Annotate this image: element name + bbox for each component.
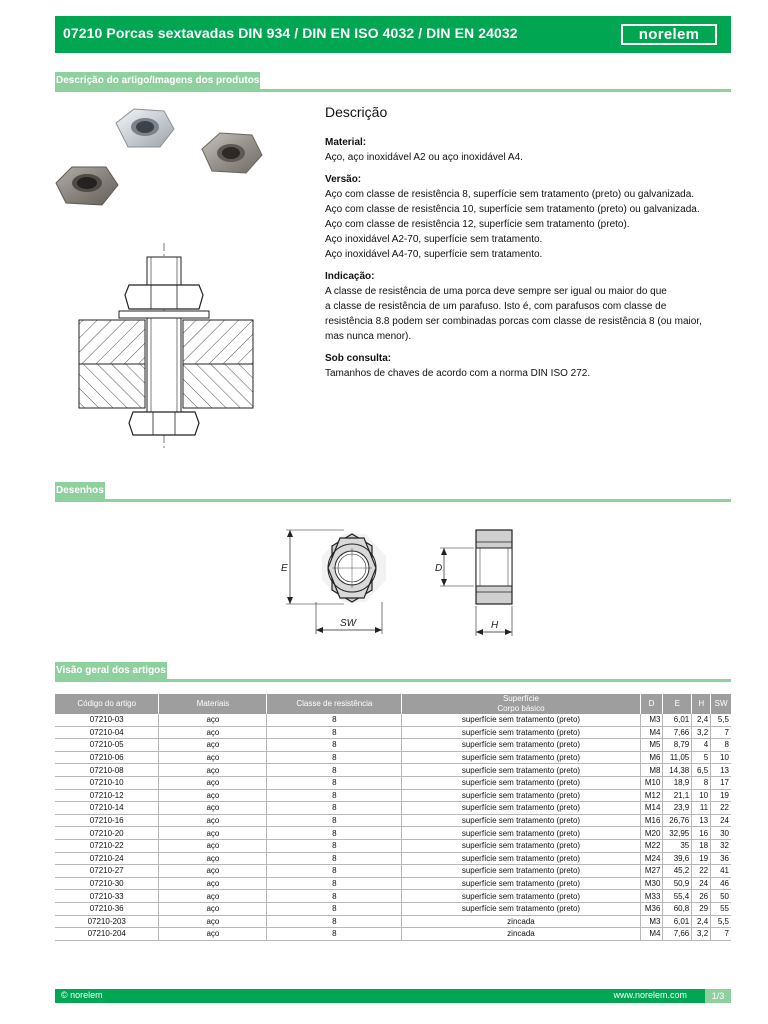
cell-code: 07210-22	[55, 839, 159, 852]
section-header-drawings	[55, 481, 731, 503]
version-block	[325, 172, 735, 262]
cell-material: aço	[159, 776, 267, 789]
cell-code: 07210-27	[55, 865, 159, 878]
col-code: Código do artigo	[55, 694, 159, 714]
cell-surface: superfície sem tratamento (preto)	[402, 714, 640, 726]
table-row	[55, 877, 731, 890]
cell-class: 8	[267, 789, 402, 802]
cell-h: 11	[692, 802, 711, 815]
table-row	[55, 764, 731, 777]
cell-code: 07210-204	[55, 928, 159, 941]
product-photo	[54, 103, 276, 223]
d-label: D	[435, 563, 443, 574]
table-row	[55, 776, 731, 789]
table-row	[55, 827, 731, 840]
table-row	[55, 865, 731, 878]
cell-e: 6,01	[663, 915, 692, 928]
cell-class: 8	[267, 764, 402, 777]
material-block	[325, 135, 735, 165]
cell-class: 8	[267, 890, 402, 903]
cell-d: M4	[640, 726, 663, 739]
cell-code: 07210-33	[55, 890, 159, 903]
cell-code: 07210-14	[55, 802, 159, 815]
cell-d: M16	[640, 814, 663, 827]
cell-sw: 32	[711, 839, 731, 852]
cell-d: M27	[640, 865, 663, 878]
version-line: Aço inoxidável A2-70, superfície sem tratamento.	[325, 234, 543, 245]
cell-e: 50,9	[663, 877, 692, 890]
cell-surface: superfície sem tratamento (preto)	[402, 802, 640, 815]
assembly-drawing	[75, 243, 260, 448]
cell-d: M14	[640, 802, 663, 815]
table-row	[55, 751, 731, 764]
cell-h: 4	[692, 739, 711, 752]
section-header-overview	[55, 661, 731, 683]
cell-e: 35	[663, 839, 692, 852]
cell-e: 55,4	[663, 890, 692, 903]
cell-d: M12	[640, 789, 663, 802]
indication-line: resistência 8.8 podem ser combinadas porcas com classe de resistência 8 (ou maior,	[325, 316, 702, 327]
cell-code: 07210-08	[55, 764, 159, 777]
footer	[55, 989, 731, 1003]
cell-code: 07210-05	[55, 739, 159, 752]
cell-e: 32,95	[663, 827, 692, 840]
cell-class: 8	[267, 915, 402, 928]
table-row	[55, 915, 731, 928]
table-row	[55, 814, 731, 827]
cell-sw: 5,5	[711, 714, 731, 726]
version-line: Aço com classe de resistência 10, superfície sem tratamento (preto) ou galvanizada.	[325, 204, 700, 215]
cell-sw: 41	[711, 865, 731, 878]
cell-material: aço	[159, 865, 267, 878]
cell-d: M4	[640, 928, 663, 941]
cell-material: aço	[159, 764, 267, 777]
cell-sw: 50	[711, 890, 731, 903]
cell-code: 07210-36	[55, 902, 159, 915]
h-label: H	[491, 620, 499, 631]
table-row	[55, 890, 731, 903]
logo-text: norelem	[638, 26, 700, 43]
cell-h: 3,2	[692, 726, 711, 739]
version-line: Aço inoxidável A4-70, superfície sem tratamento.	[325, 249, 543, 260]
cell-e: 7,66	[663, 928, 692, 941]
material-text: Aço, aço inoxidável A2 ou aço inoxidável A4.	[325, 152, 523, 163]
section-label: Visão geral dos artigos	[55, 662, 167, 679]
cell-class: 8	[267, 902, 402, 915]
col-sw: SW	[711, 694, 731, 714]
cell-surface: superfície sem tratamento (preto)	[402, 751, 640, 764]
cell-e: 8,79	[663, 739, 692, 752]
nut-front-view	[281, 530, 386, 634]
cell-e: 14,38	[663, 764, 692, 777]
cell-sw: 8	[711, 739, 731, 752]
cell-surface: superfície sem tratamento (preto)	[402, 902, 640, 915]
indication-label: Indicação:	[325, 271, 375, 282]
cell-e: 21,1	[663, 789, 692, 802]
cell-sw: 7	[711, 928, 731, 941]
material-label: Material:	[325, 137, 367, 148]
footer-copyright: © norelem	[61, 990, 103, 1000]
cell-h: 19	[692, 852, 711, 865]
cell-e: 7,66	[663, 726, 692, 739]
cell-h: 6,5	[692, 764, 711, 777]
cell-d: M5	[640, 739, 663, 752]
cell-code: 07210-06	[55, 751, 159, 764]
on-request-block	[325, 351, 735, 381]
table-header-row	[55, 694, 731, 714]
cell-material: aço	[159, 839, 267, 852]
cell-h: 8	[692, 776, 711, 789]
cell-surface: superfície sem tratamento (preto)	[402, 865, 640, 878]
cell-e: 11,05	[663, 751, 692, 764]
cell-code: 07210-10	[55, 776, 159, 789]
cell-material: aço	[159, 877, 267, 890]
cell-class: 8	[267, 751, 402, 764]
cell-d: M33	[640, 890, 663, 903]
cell-class: 8	[267, 852, 402, 865]
cell-h: 29	[692, 902, 711, 915]
cell-class: 8	[267, 839, 402, 852]
cell-material: aço	[159, 827, 267, 840]
cell-h: 10	[692, 789, 711, 802]
table-row	[55, 902, 731, 915]
cell-surface: superfície sem tratamento (preto)	[402, 739, 640, 752]
cell-material: aço	[159, 751, 267, 764]
cell-code: 07210-24	[55, 852, 159, 865]
table-row	[55, 852, 731, 865]
cell-e: 45,2	[663, 865, 692, 878]
page-number: 1/3	[705, 989, 731, 1003]
cell-d: M36	[640, 902, 663, 915]
cell-e: 39,6	[663, 852, 692, 865]
cell-h: 24	[692, 877, 711, 890]
version-line: Aço com classe de resistência 12, superfície sem tratamento (preto).	[325, 219, 630, 230]
cell-material: aço	[159, 928, 267, 941]
cell-surface: superfície sem tratamento (preto)	[402, 764, 640, 777]
cell-surface: superfície sem tratamento (preto)	[402, 839, 640, 852]
cell-surface: superfície sem tratamento (preto)	[402, 827, 640, 840]
cell-surface: zincada	[402, 928, 640, 941]
cell-sw: 5,5	[711, 915, 731, 928]
cell-sw: 30	[711, 827, 731, 840]
col-class: Classe de resistência	[267, 694, 402, 714]
cell-material: aço	[159, 789, 267, 802]
table-row	[55, 714, 731, 726]
cell-d: M8	[640, 764, 663, 777]
cell-sw: 36	[711, 852, 731, 865]
cell-surface: superfície sem tratamento (preto)	[402, 726, 640, 739]
cell-e: 60,8	[663, 902, 692, 915]
cell-material: aço	[159, 915, 267, 928]
cell-material: aço	[159, 714, 267, 726]
cell-class: 8	[267, 877, 402, 890]
cell-h: 16	[692, 827, 711, 840]
section-label: Desenhos	[55, 482, 105, 499]
cell-material: aço	[159, 739, 267, 752]
cell-d: M30	[640, 877, 663, 890]
cell-material: aço	[159, 726, 267, 739]
cell-d: M6	[640, 751, 663, 764]
col-surface-sub: Corpo básico	[497, 704, 545, 713]
nut-side-view	[435, 530, 512, 636]
page-title: 07210 Porcas sextavadas DIN 934 / DIN EN ISO 4032 / DIN EN 24032	[63, 25, 518, 41]
cell-class: 8	[267, 928, 402, 941]
cell-surface: superfície sem tratamento (preto)	[402, 776, 640, 789]
cell-sw: 22	[711, 802, 731, 815]
cell-code: 07210-30	[55, 877, 159, 890]
norelem-logo	[621, 24, 717, 45]
title-bar	[55, 16, 731, 53]
cell-surface: superfície sem tratamento (preto)	[402, 814, 640, 827]
col-surface-label: Superfície	[502, 694, 539, 703]
cell-h: 18	[692, 839, 711, 852]
cell-class: 8	[267, 726, 402, 739]
cell-code: 07210-12	[55, 789, 159, 802]
cell-sw: 46	[711, 877, 731, 890]
cell-code: 07210-16	[55, 814, 159, 827]
on-request-text: Tamanhos de chaves de acordo com a norma DIN ISO 272.	[325, 368, 591, 379]
cell-h: 13	[692, 814, 711, 827]
cell-class: 8	[267, 739, 402, 752]
table-row	[55, 928, 731, 941]
cell-d: M20	[640, 827, 663, 840]
section-rule	[55, 679, 731, 682]
cell-code: 07210-03	[55, 714, 159, 726]
cell-sw: 10	[711, 751, 731, 764]
cell-e: 23,9	[663, 802, 692, 815]
cell-h: 5	[692, 751, 711, 764]
cell-h: 22	[692, 865, 711, 878]
col-surface	[402, 694, 640, 714]
table-row	[55, 726, 731, 739]
cell-sw: 24	[711, 814, 731, 827]
section-header-description	[55, 71, 731, 93]
footer-url[interactable]: www.norelem.com	[613, 990, 687, 1000]
e-label: E	[281, 563, 288, 574]
cell-class: 8	[267, 776, 402, 789]
cell-d: M3	[640, 714, 663, 726]
articles-table	[55, 694, 731, 941]
indication-line: A classe de resistência de uma porca deve sempre ser igual ou maior do que	[325, 286, 667, 297]
cell-d: M24	[640, 852, 663, 865]
cell-h: 2,4	[692, 714, 711, 726]
indication-block	[325, 269, 735, 344]
cell-class: 8	[267, 827, 402, 840]
section-rule	[55, 89, 731, 92]
cell-sw: 55	[711, 902, 731, 915]
col-material: Materiais	[159, 694, 267, 714]
cell-d: M22	[640, 839, 663, 852]
cell-surface: superfície sem tratamento (preto)	[402, 877, 640, 890]
cell-class: 8	[267, 714, 402, 726]
cell-class: 8	[267, 865, 402, 878]
cell-e: 6,01	[663, 714, 692, 726]
cell-e: 26,76	[663, 814, 692, 827]
col-e: E	[663, 694, 692, 714]
cell-class: 8	[267, 814, 402, 827]
version-label: Versão:	[325, 174, 362, 185]
cell-sw: 7	[711, 726, 731, 739]
cell-surface: zincada	[402, 915, 640, 928]
cell-material: aço	[159, 802, 267, 815]
indication-line: mas nunca menor).	[325, 331, 412, 342]
cell-d: M10	[640, 776, 663, 789]
cell-h: 3,2	[692, 928, 711, 941]
version-line: Aço com classe de resistência 8, superfície sem tratamento (preto) ou galvanizada.	[325, 189, 695, 200]
on-request-label: Sob consulta:	[325, 353, 392, 364]
section-label: Descrição do artigo/Imagens dos produtos	[55, 72, 260, 89]
cell-material: aço	[159, 890, 267, 903]
cell-d: M3	[640, 915, 663, 928]
cell-material: aço	[159, 902, 267, 915]
sw-label: SW	[340, 618, 357, 629]
description-block	[325, 103, 735, 388]
cell-surface: superfície sem tratamento (preto)	[402, 852, 640, 865]
cell-h: 2,4	[692, 915, 711, 928]
cell-sw: 17	[711, 776, 731, 789]
cell-material: aço	[159, 852, 267, 865]
cell-h: 26	[692, 890, 711, 903]
table-row	[55, 739, 731, 752]
col-d: D	[640, 694, 663, 714]
section-rule	[55, 499, 731, 502]
table-row	[55, 839, 731, 852]
table-row	[55, 802, 731, 815]
cell-material: aço	[159, 814, 267, 827]
cell-class: 8	[267, 802, 402, 815]
col-h: H	[692, 694, 711, 714]
cell-e: 18,9	[663, 776, 692, 789]
cell-sw: 13	[711, 764, 731, 777]
cell-code: 07210-20	[55, 827, 159, 840]
dimension-drawing	[262, 520, 527, 642]
table-body	[55, 714, 731, 940]
cell-code: 07210-04	[55, 726, 159, 739]
cell-surface: superfície sem tratamento (preto)	[402, 890, 640, 903]
cell-sw: 19	[711, 789, 731, 802]
indication-line: a classe de resistência de um parafuso. Isto é, com parafusos com classe de	[325, 301, 667, 312]
cell-code: 07210-203	[55, 915, 159, 928]
table-row	[55, 789, 731, 802]
description-heading: Descrição	[325, 104, 388, 120]
cell-surface: superfície sem tratamento (preto)	[402, 789, 640, 802]
